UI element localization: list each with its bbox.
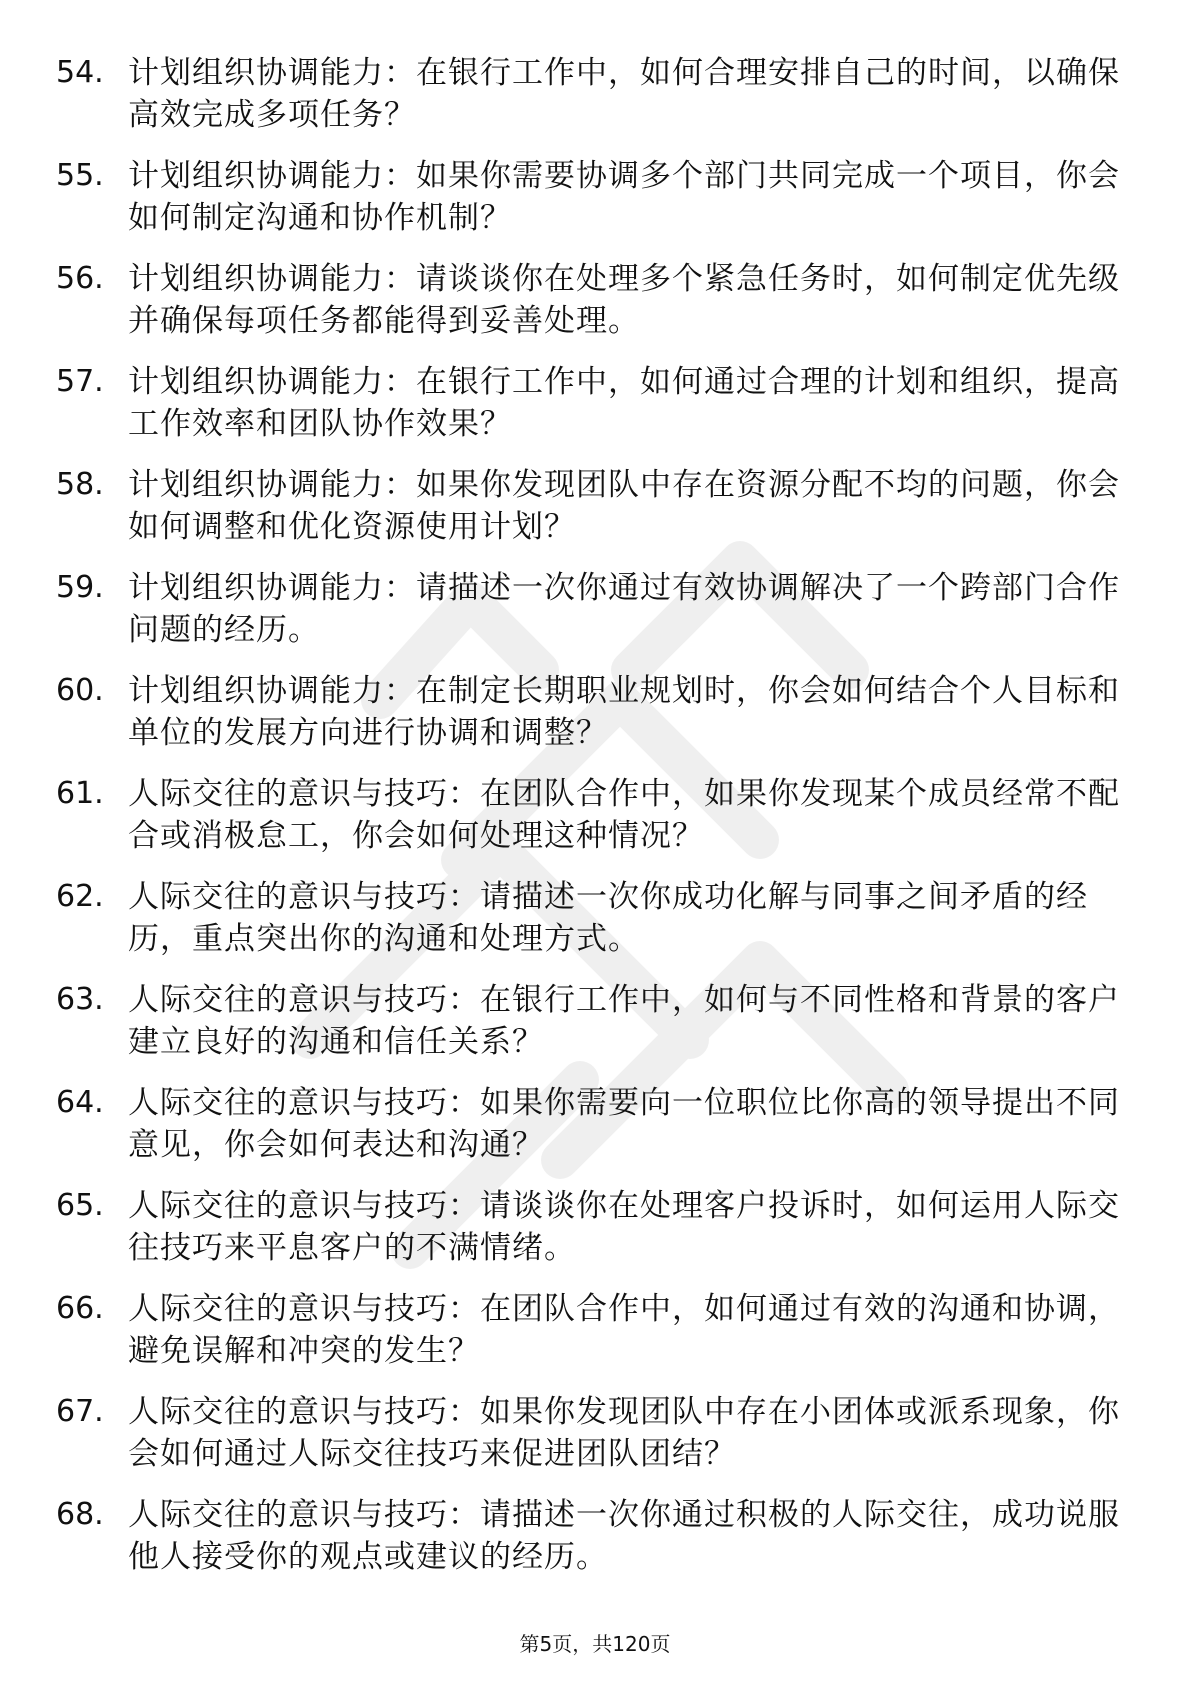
question-number: 68. [56, 1497, 104, 1532]
question-text: 人际交往的意识与技巧：请谈谈你在处理客户投诉时，如何运用人际交往技巧来平息客户的不满情绪。 [128, 1188, 1120, 1266]
question-number: 66. [56, 1291, 104, 1326]
question-text: 人际交往的意识与技巧：请描述一次你成功化解与同事之间矛盾的经历，重点突出你的沟通和处理方式。 [128, 879, 1088, 957]
question-number: 57. [56, 364, 104, 399]
question-number: 63. [56, 982, 104, 1017]
question-text: 人际交往的意识与技巧：在团队合作中，如何通过有效的沟通和协调，避免误解和冲突的发生？ [128, 1291, 1120, 1369]
question-item-67 [56, 1391, 1136, 1475]
question-number: 65. [56, 1188, 104, 1223]
question-text: 计划组织协调能力：如果你需要协调多个部门共同完成一个项目，你会如何制定沟通和协作机制？ [128, 158, 1120, 236]
question-text: 人际交往的意识与技巧：请描述一次你通过积极的人际交往，成功说服他人接受你的观点或建议的经历。 [128, 1497, 1120, 1575]
question-text: 人际交往的意识与技巧：在团队合作中，如果你发现某个成员经常不配合或消极怠工，你会如何处理这种情况？ [128, 776, 1120, 854]
question-number: 67. [56, 1394, 104, 1429]
page-number-label: 第5页，共120页 [519, 1632, 671, 1656]
question-number: 61. [56, 776, 104, 811]
question-number: 60. [56, 673, 104, 708]
question-item-54 [56, 52, 1136, 136]
question-item-59 [56, 567, 1136, 651]
question-list [56, 52, 1136, 1597]
question-number: 62. [56, 879, 104, 914]
question-text: 人际交往的意识与技巧：如果你发现团队中存在小团体或派系现象，你会如何通过人际交往技巧来促进团队团结？ [128, 1394, 1120, 1472]
question-item-64 [56, 1082, 1136, 1166]
question-item-61 [56, 773, 1136, 857]
question-item-66 [56, 1288, 1136, 1372]
question-item-55 [56, 155, 1136, 239]
question-number: 59. [56, 570, 104, 605]
question-item-62 [56, 876, 1136, 960]
question-item-63 [56, 979, 1136, 1063]
question-number: 58. [56, 467, 104, 502]
question-number: 54. [56, 55, 104, 90]
question-text: 计划组织协调能力：如果你发现团队中存在资源分配不均的问题，你会如何调整和优化资源使用计划？ [128, 467, 1120, 545]
question-text: 计划组织协调能力：在银行工作中，如何合理安排自己的时间，以确保高效完成多项任务？ [128, 55, 1120, 133]
question-item-68 [56, 1494, 1136, 1578]
question-text: 人际交往的意识与技巧：在银行工作中，如何与不同性格和背景的客户建立良好的沟通和信任关系？ [128, 982, 1120, 1060]
question-text: 计划组织协调能力：在银行工作中，如何通过合理的计划和组织，提高工作效率和团队协作效果？ [128, 364, 1120, 442]
question-number: 55. [56, 158, 104, 193]
question-text: 计划组织协调能力：请谈谈你在处理多个紧急任务时，如何制定优先级并确保每项任务都能得到妥善处理。 [128, 261, 1120, 339]
question-item-56 [56, 258, 1136, 342]
page-footer [0, 1630, 1190, 1658]
question-item-65 [56, 1185, 1136, 1269]
question-item-57 [56, 361, 1136, 445]
question-item-60 [56, 670, 1136, 754]
question-text: 计划组织协调能力：请描述一次你通过有效协调解决了一个跨部门合作问题的经历。 [128, 570, 1120, 648]
question-number: 56. [56, 261, 104, 296]
question-text: 计划组织协调能力：在制定长期职业规划时，你会如何结合个人目标和单位的发展方向进行协调和调整？ [128, 673, 1120, 751]
question-item-58 [56, 464, 1136, 548]
question-number: 64. [56, 1085, 104, 1120]
question-text: 人际交往的意识与技巧：如果你需要向一位职位比你高的领导提出不同意见，你会如何表达和沟通？ [128, 1085, 1120, 1163]
